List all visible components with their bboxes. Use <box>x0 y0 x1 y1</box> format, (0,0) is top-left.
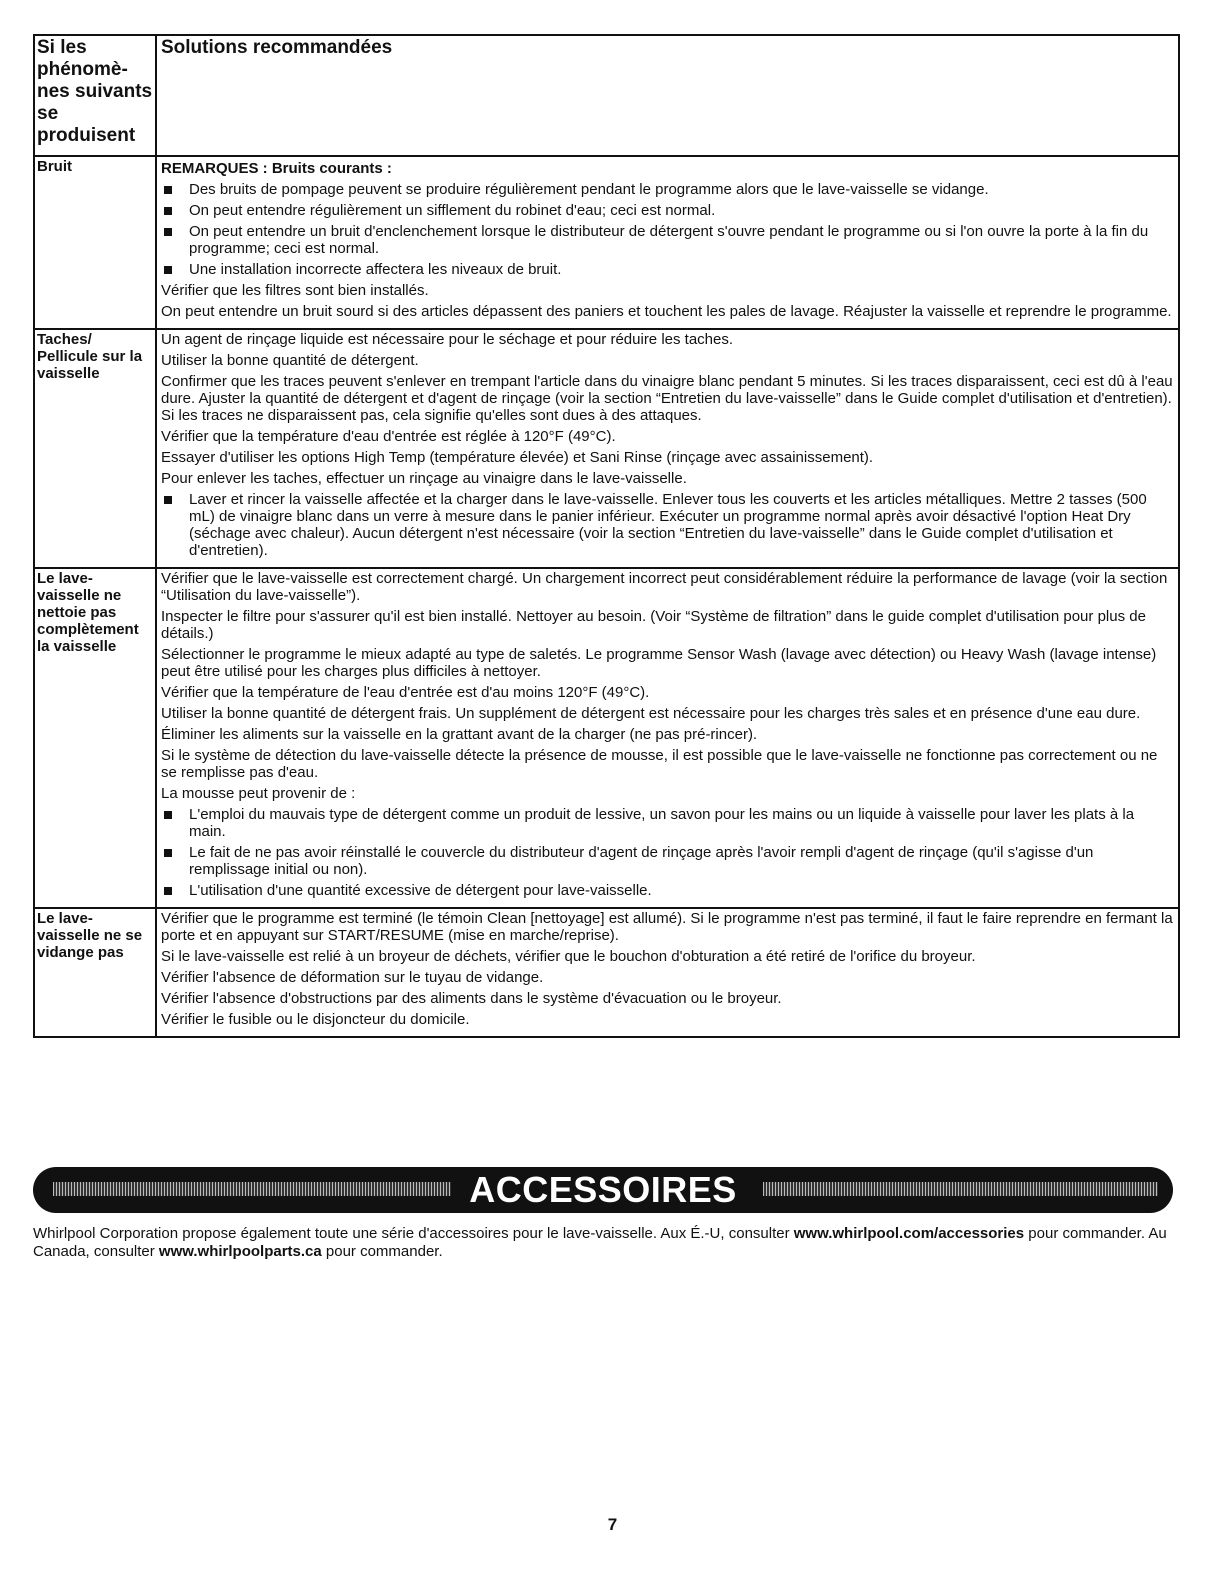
list-item: On peut entendre régulièrement un sifflement du robinet d'eau; ceci est normal. <box>161 202 1174 219</box>
table-row <box>35 330 1178 569</box>
accessories-paragraph <box>33 1225 1183 1261</box>
page-number: 7 <box>607 1515 618 1534</box>
table-row <box>35 909 1178 1036</box>
section-title: ACCESSOIRES <box>451 1169 755 1210</box>
row-solutions <box>157 569 1178 907</box>
list-item: Laver et rincer la vaisselle affectée et la charger dans le lave-vaisselle. Enlever tous les couverts et les articles métalliques. Mettre 2 tasses (500 mL) de vinaigre blanc dans un verre à mesure dans le panier inférieur. Exécuter un programme normal après avoir désactivé l'option Heat Dry (séchage avec chaleur). Aucun détergent n'est nécessaire (voir la section “Entretien du lave-vaisselle” dans le Guide complet d'utilisation et d'entretien). <box>161 491 1174 559</box>
row-solutions <box>157 157 1178 328</box>
solution-text: Pour enlever les taches, effectuer un rinçage au vinaigre dans le lave-vaisselle. <box>161 470 687 487</box>
solution-text: Si le lave-vaisselle est relié à un broyeur de déchets, vérifier que le bouchon d'obturation a été retiré de l'orifice du broyeur. <box>161 948 976 965</box>
table-header-row <box>35 36 1178 157</box>
solution-text: Éliminer les aliments sur la vaisselle en la grattant avant de la charger (ne pas pré-rincer). <box>161 726 758 743</box>
table-row <box>35 157 1178 330</box>
solution-text: Vérifier que les filtres sont bien installés. <box>161 282 429 299</box>
solution-text: Vérifier que le lave-vaisselle est correctement chargé. Un chargement incorrect peut considérablement réduire la performance de lavage (voir la section “Utilisation du lave-vaisselle”). <box>161 570 1168 604</box>
table-row <box>35 569 1178 909</box>
accessories-banner <box>33 1167 1173 1213</box>
bullet-icon <box>161 806 189 840</box>
solution-text: Confirmer que les traces peuvent s'enlever en trempant l'article dans du vinaigre blanc pendant 5 minutes. Si les traces disparaissent, ceci est dû à l'eau dure. Ajuster la quantité de détergent et d'agent de rinçage (voir la section “Entretien du lave-vaisselle” dans le Guide complet d'utilisation et d'entretien). Si les traces ne disparaissent pas, cela signifie qu'elles sont dues à des attaques. <box>161 373 1173 424</box>
solution-text: Un agent de rinçage liquide est nécessaire pour le séchage et pour réduire les taches. <box>161 331 734 348</box>
bullet-icon <box>161 223 189 257</box>
header-solutions: Solutions recommandées <box>161 37 393 58</box>
list-item: Une installation incorrecte affectera les niveaux de bruit. <box>161 261 1174 278</box>
row-label: Bruit <box>35 157 157 328</box>
bullet-icon <box>161 181 189 198</box>
solution-text: Vérifier que la température de l'eau d'entrée est d'au moins 120°F (49°C). <box>161 684 650 701</box>
accessories-text: Whirlpool Corporation propose également toute une série d'accessoires pour le lave-vaisselle. Aux É.-U, consulter <box>33 1225 794 1242</box>
accessories-text: pour commander. <box>321 1243 443 1260</box>
solution-text: Vérifier le fusible ou le disjoncteur du domicile. <box>161 1011 470 1028</box>
solution-text: La mousse peut provenir de : <box>161 785 356 802</box>
remarks-heading: REMARQUES : Bruits courants : <box>161 160 392 177</box>
row-solutions <box>157 330 1178 567</box>
row-label: Le lave-vaisselle ne se vidange pas <box>35 909 157 1036</box>
solution-text: Vérifier que le programme est terminé (le témoin Clean [nettoyage] est allumé). Si le programme n'est pas terminé, il faut le faire reprendre en fermant la porte et en appuyant sur START/RESUME (mise en marche/reprise). <box>161 910 1173 944</box>
solution-text: On peut entendre un bruit sourd si des articles dépassent des paniers et touchent les pales de lavage. Réajuster la vaisselle et reprendre le programme. <box>161 303 1172 320</box>
solution-text: Utiliser la bonne quantité de détergent frais. Un supplément de détergent est nécessaire pour les charges très sales et en présence d'une eau dure. <box>161 705 1141 722</box>
solution-text: Si le système de détection du lave-vaisselle détecte la présence de mousse, il est possible que le lave-vaisselle ne fonctionne pas correctement ou ne se remplisse pas d'eau. <box>161 747 1158 781</box>
list-item: L'emploi du mauvais type de détergent comme un produit de lessive, un savon pour les mains ou un liquide à vaisselle pour laver les plats à la main. <box>161 806 1174 840</box>
row-label: Le lave-vaisselle ne nettoie pas complètement la vaisselle <box>35 569 157 907</box>
list-item: Des bruits de pompage peuvent se produire régulièrement pendant le programme alors que le lave-vaisselle se vidange. <box>161 181 1174 198</box>
solution-text: Vérifier l'absence de déformation sur le tuyau de vidange. <box>161 969 544 986</box>
bullet-icon <box>161 882 189 899</box>
accessories-link-us[interactable]: www.whirlpool.com/accessories <box>793 1225 1025 1242</box>
bullet-icon <box>161 844 189 878</box>
list-item: On peut entendre un bruit d'enclenchement lorsque le distributeur de détergent s'ouvre pendant le programme ou si l'on ouvre la porte à la fin du programme; ceci est normal. <box>161 223 1174 257</box>
solution-text: Vérifier que la température d'eau d'entrée est réglée à 120°F (49°C). <box>161 428 616 445</box>
solution-text: Sélectionner le programme le mieux adapté au type de saletés. Le programme Sensor Wash (lavage avec détection) ou Heavy Wash (lavage intense) peut être utilisé pour les charges plus difficiles à nettoyer. <box>161 646 1157 680</box>
bullet-icon <box>161 491 189 559</box>
row-label: Taches/ Pellicule sur la vaisselle <box>35 330 157 567</box>
bullet-icon <box>161 261 189 278</box>
bullet-icon <box>161 202 189 219</box>
solution-text: Essayer d'utiliser les options High Temp (température élevée) et Sani Rinse (rinçage avec assainissement). <box>161 449 874 466</box>
solution-text: Vérifier l'absence d'obstructions par des aliments dans le système d'évacuation ou le broyeur. <box>161 990 782 1007</box>
header-symptom: Si les phénomè-nes suivants se produisent <box>35 36 157 155</box>
row-solutions <box>157 909 1178 1036</box>
list-item: L'utilisation d'une quantité excessive de détergent pour lave-vaisselle. <box>161 882 1174 899</box>
accessories-link-ca[interactable]: www.whirlpoolparts.ca <box>158 1243 322 1260</box>
accessories-text: pour commander. Au Canada, consulter <box>33 1225 1167 1260</box>
troubleshooting-table <box>33 34 1180 1038</box>
solution-text: Utiliser la bonne quantité de détergent. <box>161 352 419 369</box>
solution-text: Inspecter le filtre pour s'assurer qu'il est bien installé. Nettoyer au besoin. (Voir “Système de filtration” dans le guide complet d'utilisation pour plus de détails.) <box>161 608 1146 642</box>
list-item: Le fait de ne pas avoir réinstallé le couvercle du distributeur d'agent de rinçage après l'avoir rempli d'agent de rinçage (qu'il s'agisse d'un remplissage initial ou non). <box>161 844 1174 878</box>
